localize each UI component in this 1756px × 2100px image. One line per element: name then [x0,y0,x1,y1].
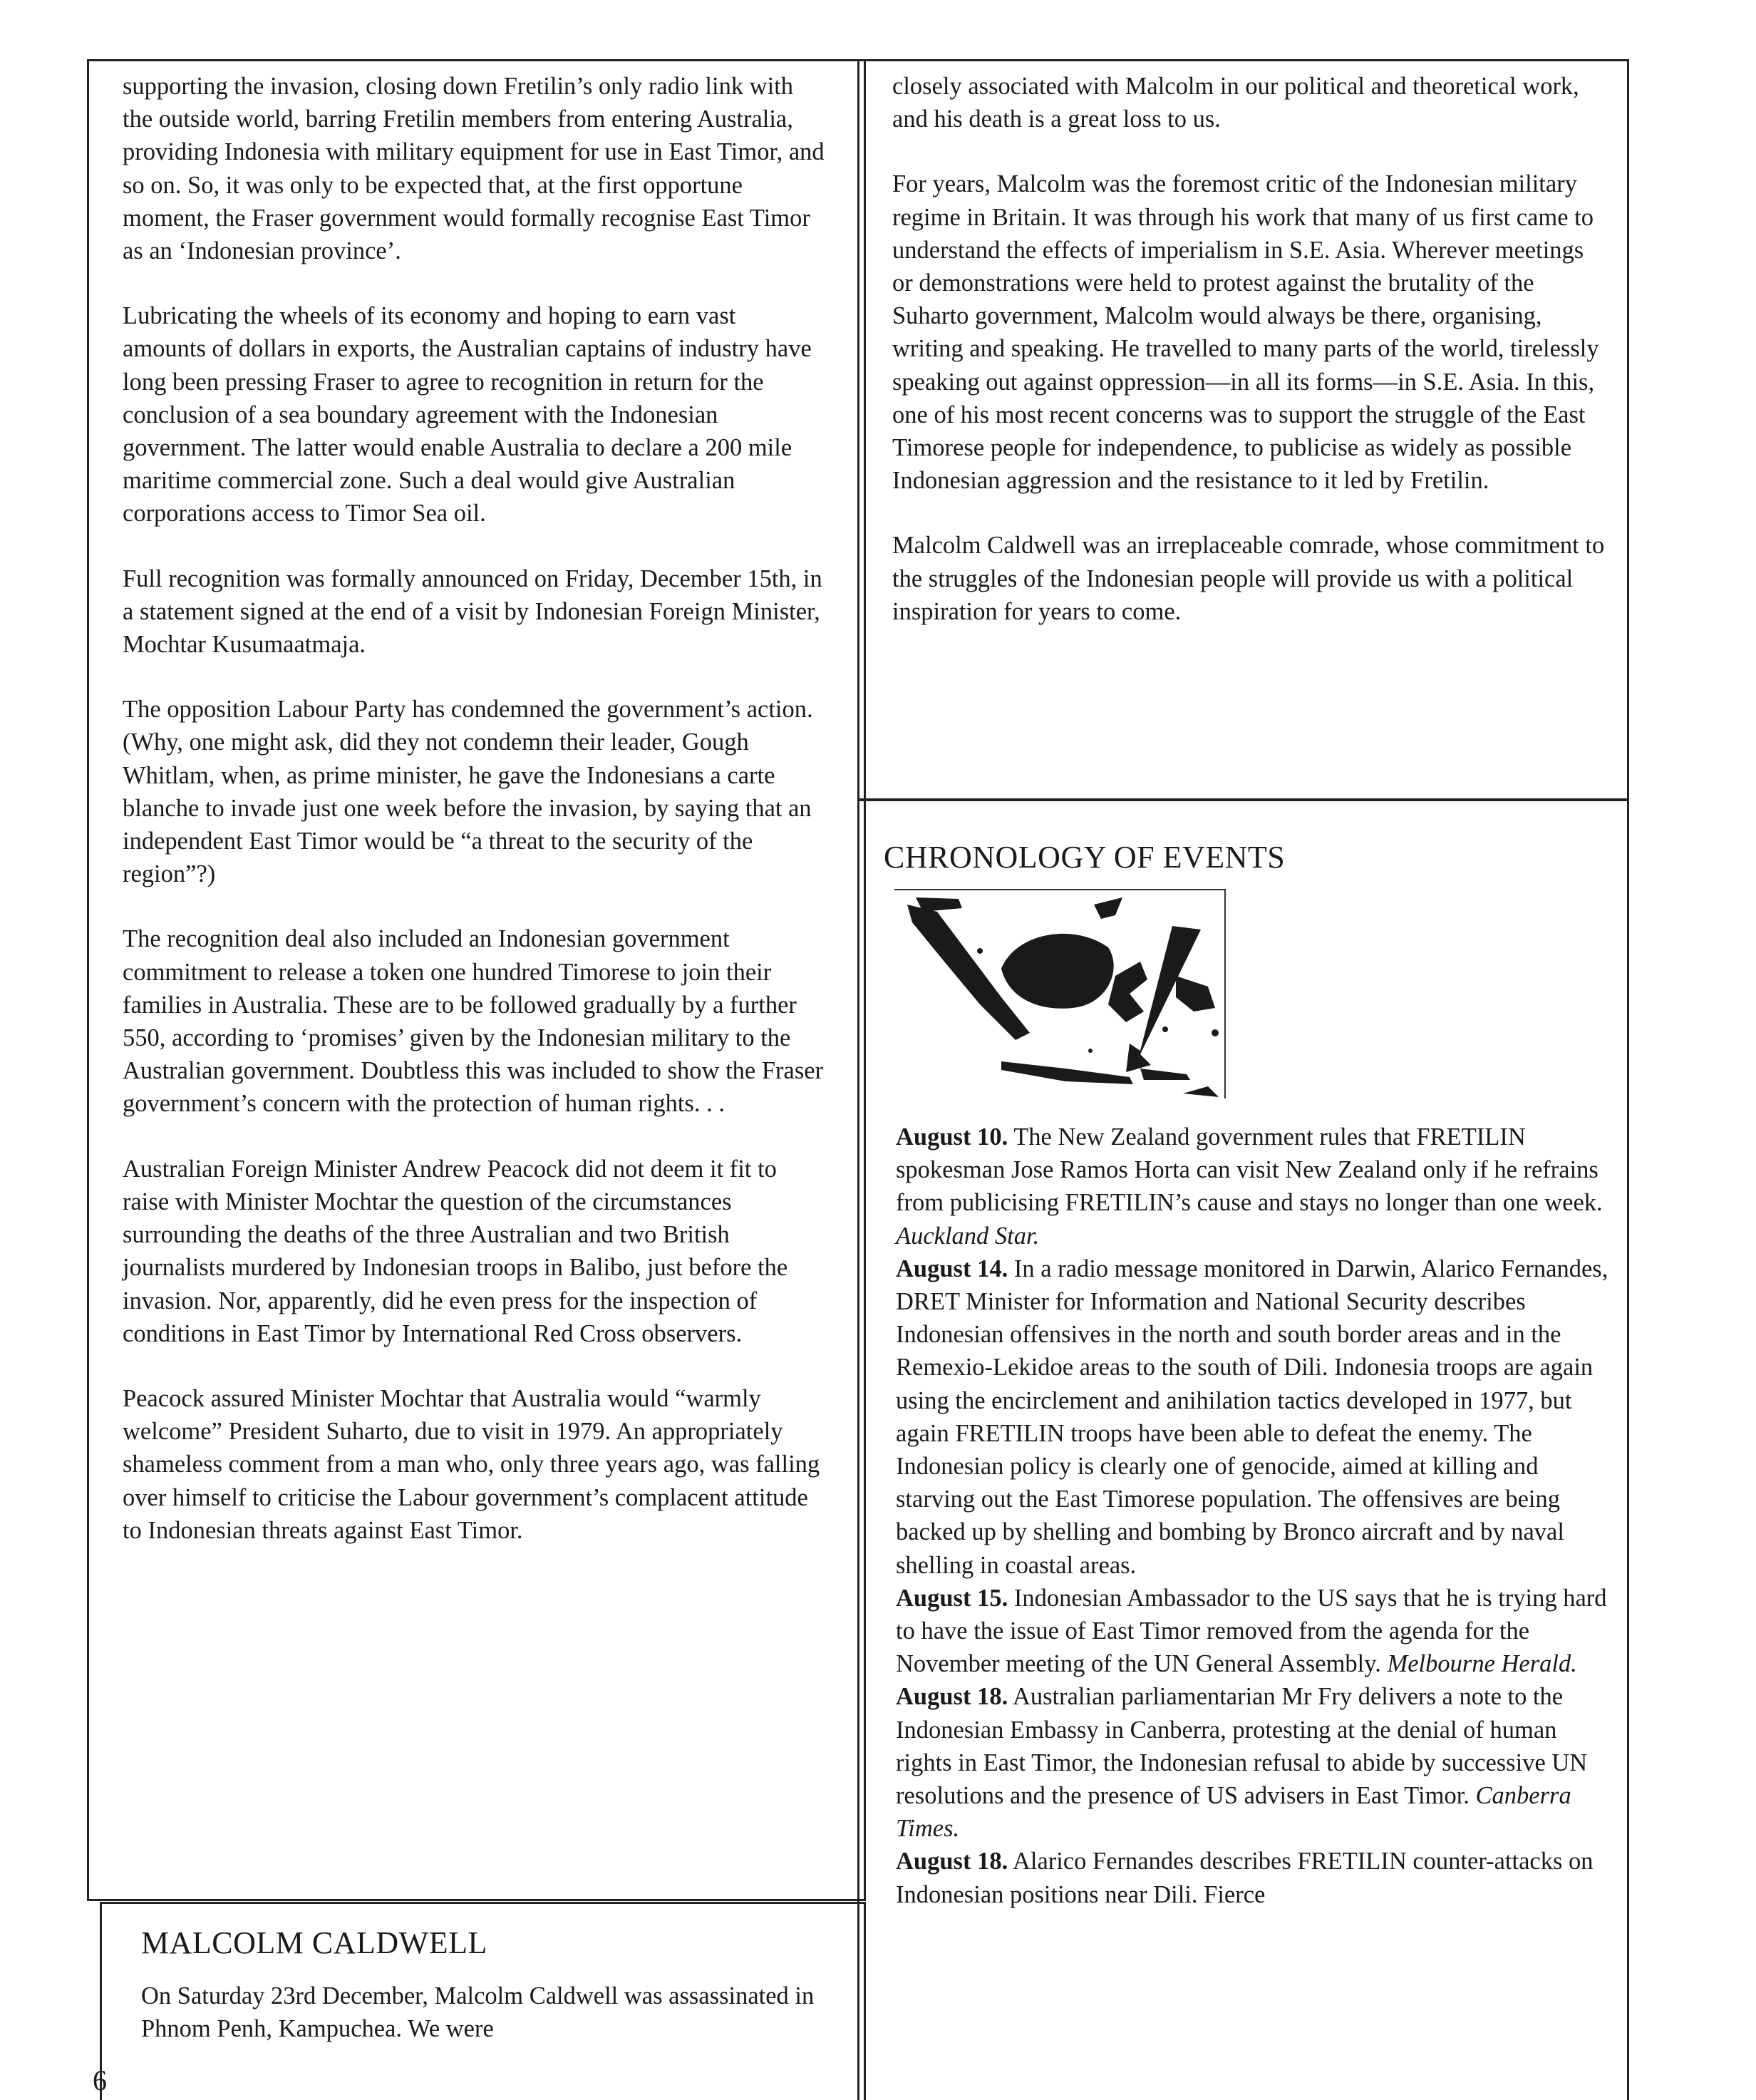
chronology-entry [896,1680,1608,1845]
indonesia-map-icon [894,889,1226,1098]
page-number: 6 [93,2064,107,2096]
entry-date: August 10. [896,1123,1008,1151]
entry-text: Alarico Fernandes describes FRETILIN counter-attacks on Indonesian positions near Dili. Fierce [896,1848,1594,1908]
entry-date: August 18. [896,1848,1008,1875]
paragraph: closely associated with Malcolm in our political and theoretical work, and his death is a great loss to us. [892,73,1579,133]
entry-text: In a radio message monitored in Darwin, Alarico Fernandes, DRET Minister for Information and National Security describes Indonesian offensives in the north and south border areas and in the Remexio-Lekidoe areas to the south of Dili. Indonesia troops are again using the encirclement and anihilation tactics developed in 1977, but again FRETILIN troops have been able to defeat the enemy. The Indonesian policy is clearly one of genocide, aimed at killing and starving out the East Timorese population. The offensives are being backed up by shelling and bombing by Bronco aircraft and by naval shelling in coastal areas. [896,1255,1608,1579]
entry-date: August 14. [896,1255,1008,1282]
caldwell-right [892,70,1605,660]
chronology-entry [896,1252,1608,1582]
chronology-heading: CHRONOLOGY OF EVENTS [884,840,1286,875]
chronology-entry [896,1582,1608,1681]
chronology-list [896,1121,1608,1911]
caldwell-intro: On Saturday 23rd December, Malcolm Caldwell was assassinated in Phnom Penh, Kampuchea. We were [141,1982,815,2043]
paragraph: The recognition deal also included an Indonesian government commitment to release a token one hundred Timorese to join their families in Australia. These are to be followed gradually by a further 550, according to ‘promises’ given by the Indonesian military to the Australian government. Doubtless this was included to show the Fraser government’s concern with the protection of human rights. . . [123,925,824,1118]
chronology-entry [896,1845,1608,1910]
left-article [123,70,825,1579]
entry-text: The New Zealand government rules that FRETILIN spokesman Jose Ramos Horta can visit New Zealand only if he refrains from publicising FRETILIN’s cause and stays no longer than one week. [896,1123,1603,1217]
entry-source: Melbourne Herald. [1387,1650,1577,1678]
paragraph: For years, Malcolm was the foremost critic of the Indonesian military regime in Britain. It was through his work that many of us first came to understand the effects of imperialism in S.E. Asia. Wherever meetings or demonstrations were held to protest against the brutality of the Suharto government, Malcolm would always be there, organising, writing and speaking. He travelled to many parts of the world, tirelessly speaking out against oppression—in all its forms—in S.E. Asia. In this, one of his most recent concerns was to support the struggle of the East Timorese people for independence, to publicise as widely as possible Indonesian aggression and the resistance to it led by Fretilin. [892,170,1599,495]
paragraph: Malcolm Caldwell was an irreplaceable comrade, whose commitment to the struggles of the Indonesian people will provide us with a political inspiration for years to come. [892,532,1605,625]
paragraph: supporting the invasion, closing down Fretilin’s only radio link with the outside world, barring Fretilin members from entering Australia, providing Indonesia with military equipment for use in East Timor, and so on. So, it was only to be expected that, at the first opportune moment, the Fraser government would formally recognise East Timor as an ‘Indonesian province’. [123,73,825,265]
paragraph: The opposition Labour Party has condemned the government’s action. (Why, one might ask, did they not condemn their leader, Gough Whitlam, when, as prime minister, he gave the Indonesians a carte blanche to invade just one week before the invasion, by saying that an independent East Timor would be “a threat to the security of the region”?) [123,696,813,888]
entry-date: August 18. [896,1683,1008,1711]
entry-source: Auckland Star. [896,1222,1040,1250]
caldwell-left [141,1925,825,2077]
paragraph: Peacock assured Minister Mochtar that Australia would “warmly welcome” President Suharto, due to visit in 1979. An appropriately shameless comment from a man who, only three years ago, was falling over himself to criticise the Labour government’s complacent attitude to Indonesian threats against East Timor. [123,1384,820,1544]
entry-text: Australian parliamentarian Mr Fry delivers a note to the Indonesian Embassy in Canberra, protesting at the denial of human rights in East Timor, the Indonesian refusal to abide by successive UN resolutions and the presence of US advisers in East Timor. [896,1683,1588,1810]
caldwell-heading: MALCOLM CALDWELL [141,1925,487,1960]
paragraph: Lubricating the wheels of its economy and hoping to earn vast amounts of dollars in exports, the Australian captains of industry have long been pressing Fraser to agree to recognition in return for the conclusion of a sea boundary agreement with the Indonesian government. The latter would enable Australia to declare a 200 mile maritime commercial zone. Such a deal would give Australian corporations access to Timor Sea oil. [123,302,812,527]
entry-source: Canberra Times. [896,1782,1571,1843]
paragraph: Full recognition was formally announced on Friday, December 15th, in a statement signed at the end of a visit by Indonesian Foreign Minister, Mochtar Kusumaatmaja. [123,565,822,659]
entry-date: August 15. [896,1584,1008,1612]
entry-text: Indonesian Ambassador to the US says that he is trying hard to have the issue of East Timor removed from the agenda for the November meeting of the UN General Assembly. [896,1584,1607,1678]
paragraph: Australian Foreign Minister Andrew Peacock did not deem it fit to raise with Minister Mochtar the question of the circumstances surrounding the deaths of the three Australian and two British journalists murdered by Indonesian troops in Balibo, just before the invasion. Nor, apparently, did he even press for the inspection of conditions in East Timor by International Red Cross observers. [123,1155,788,1347]
chronology-entry [896,1121,1608,1252]
